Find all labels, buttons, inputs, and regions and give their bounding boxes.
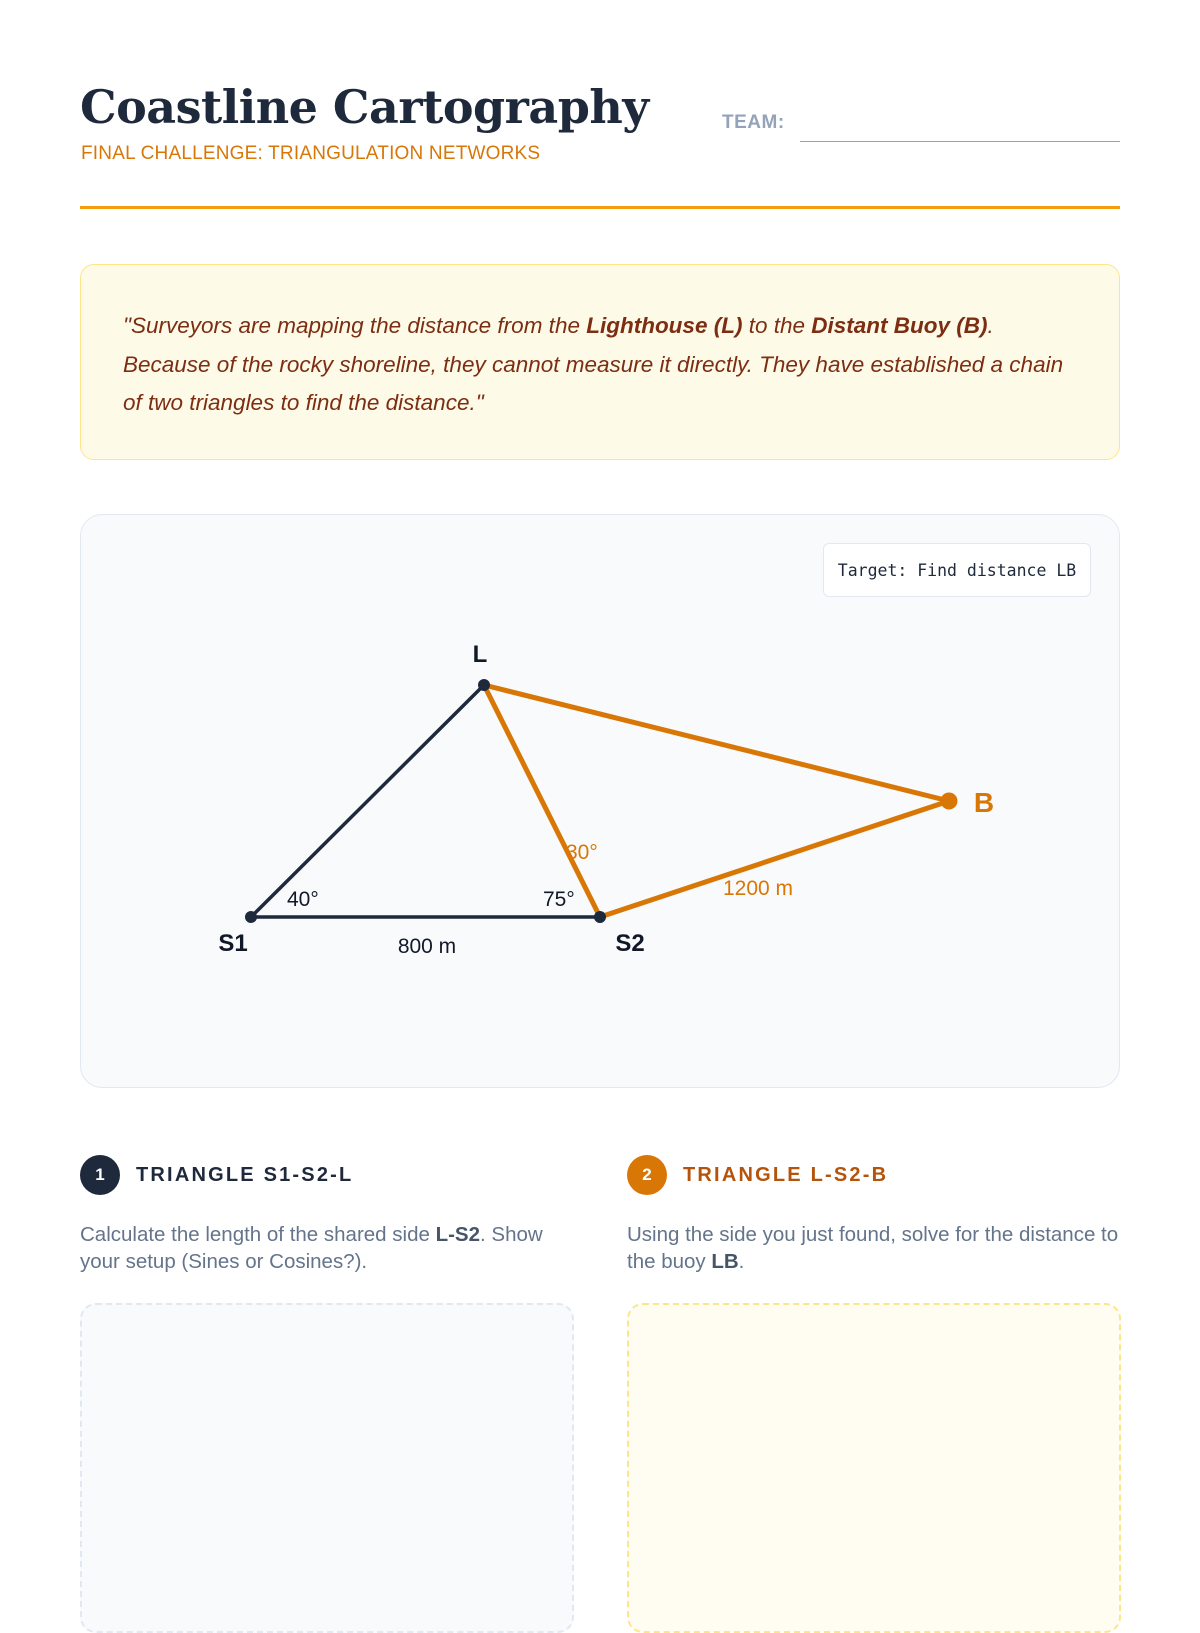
task-number-badge: 1 [80, 1155, 120, 1195]
task-desc-text: Using the side you just found, solve for the distance to the buoy [627, 1223, 1119, 1273]
page-title: Coastline Cartography [80, 80, 649, 134]
task-triangle-l-s2-b [627, 1155, 1121, 1273]
side-s1-s2: 800 m [397, 935, 457, 958]
task-title: TRIANGLE S1-S2-L [136, 1163, 354, 1186]
work-area-task-1[interactable] [80, 1303, 574, 1633]
segment-l-b [484, 685, 949, 801]
point-s2 [594, 911, 606, 923]
task-number-badge: 2 [627, 1155, 667, 1195]
angle-l-s2-b: 30° [566, 841, 598, 864]
task-title: TRIANGLE L-S2-B [683, 1163, 889, 1186]
angle-s2: 75° [543, 888, 575, 911]
label-s1: S1 [218, 930, 248, 957]
segment-l-s2 [484, 685, 600, 917]
target-badge: Target: Find distance LB [823, 543, 1091, 597]
task-description [627, 1221, 1121, 1275]
point-l [478, 679, 490, 691]
story-lighthouse: Lighthouse (L) [586, 313, 743, 338]
task-desc-text-end: . Show your setup (Sines or Cosines?). [80, 1223, 543, 1273]
task-desc-text-end: . [738, 1250, 745, 1273]
label-b: B [973, 787, 995, 818]
task-desc-emphasis: L-S2 [435, 1223, 481, 1246]
team-label: TEAM: [722, 112, 785, 133]
task-triangle-s1-s2-l [80, 1155, 574, 1273]
label-s2: S2 [615, 930, 645, 957]
story-buoy: Distant Buoy (B) [811, 313, 988, 338]
work-area-task-2[interactable] [627, 1303, 1121, 1633]
story-text-2: to the [742, 313, 812, 338]
side-s2-b: 1200 m [722, 877, 794, 900]
point-s1 [245, 911, 257, 923]
label-l: L [472, 641, 488, 668]
task-description [80, 1221, 574, 1275]
segment-s1-l [251, 685, 484, 917]
point-b [941, 793, 958, 810]
story-text-1: "Surveyors are mapping the distance from the [123, 313, 587, 338]
angle-s1: 40° [287, 888, 319, 911]
story-text-3: . Because of the rocky shoreline, they cannot measure it directly. They have established a chain of two triangles to find the distance." [123, 313, 1064, 415]
page-subtitle: FINAL CHALLENGE: TRIANGULATION NETWORKS [81, 143, 541, 164]
task-desc-emphasis: LB [711, 1250, 739, 1273]
task-desc-text: Calculate the length of the shared side [80, 1223, 436, 1246]
